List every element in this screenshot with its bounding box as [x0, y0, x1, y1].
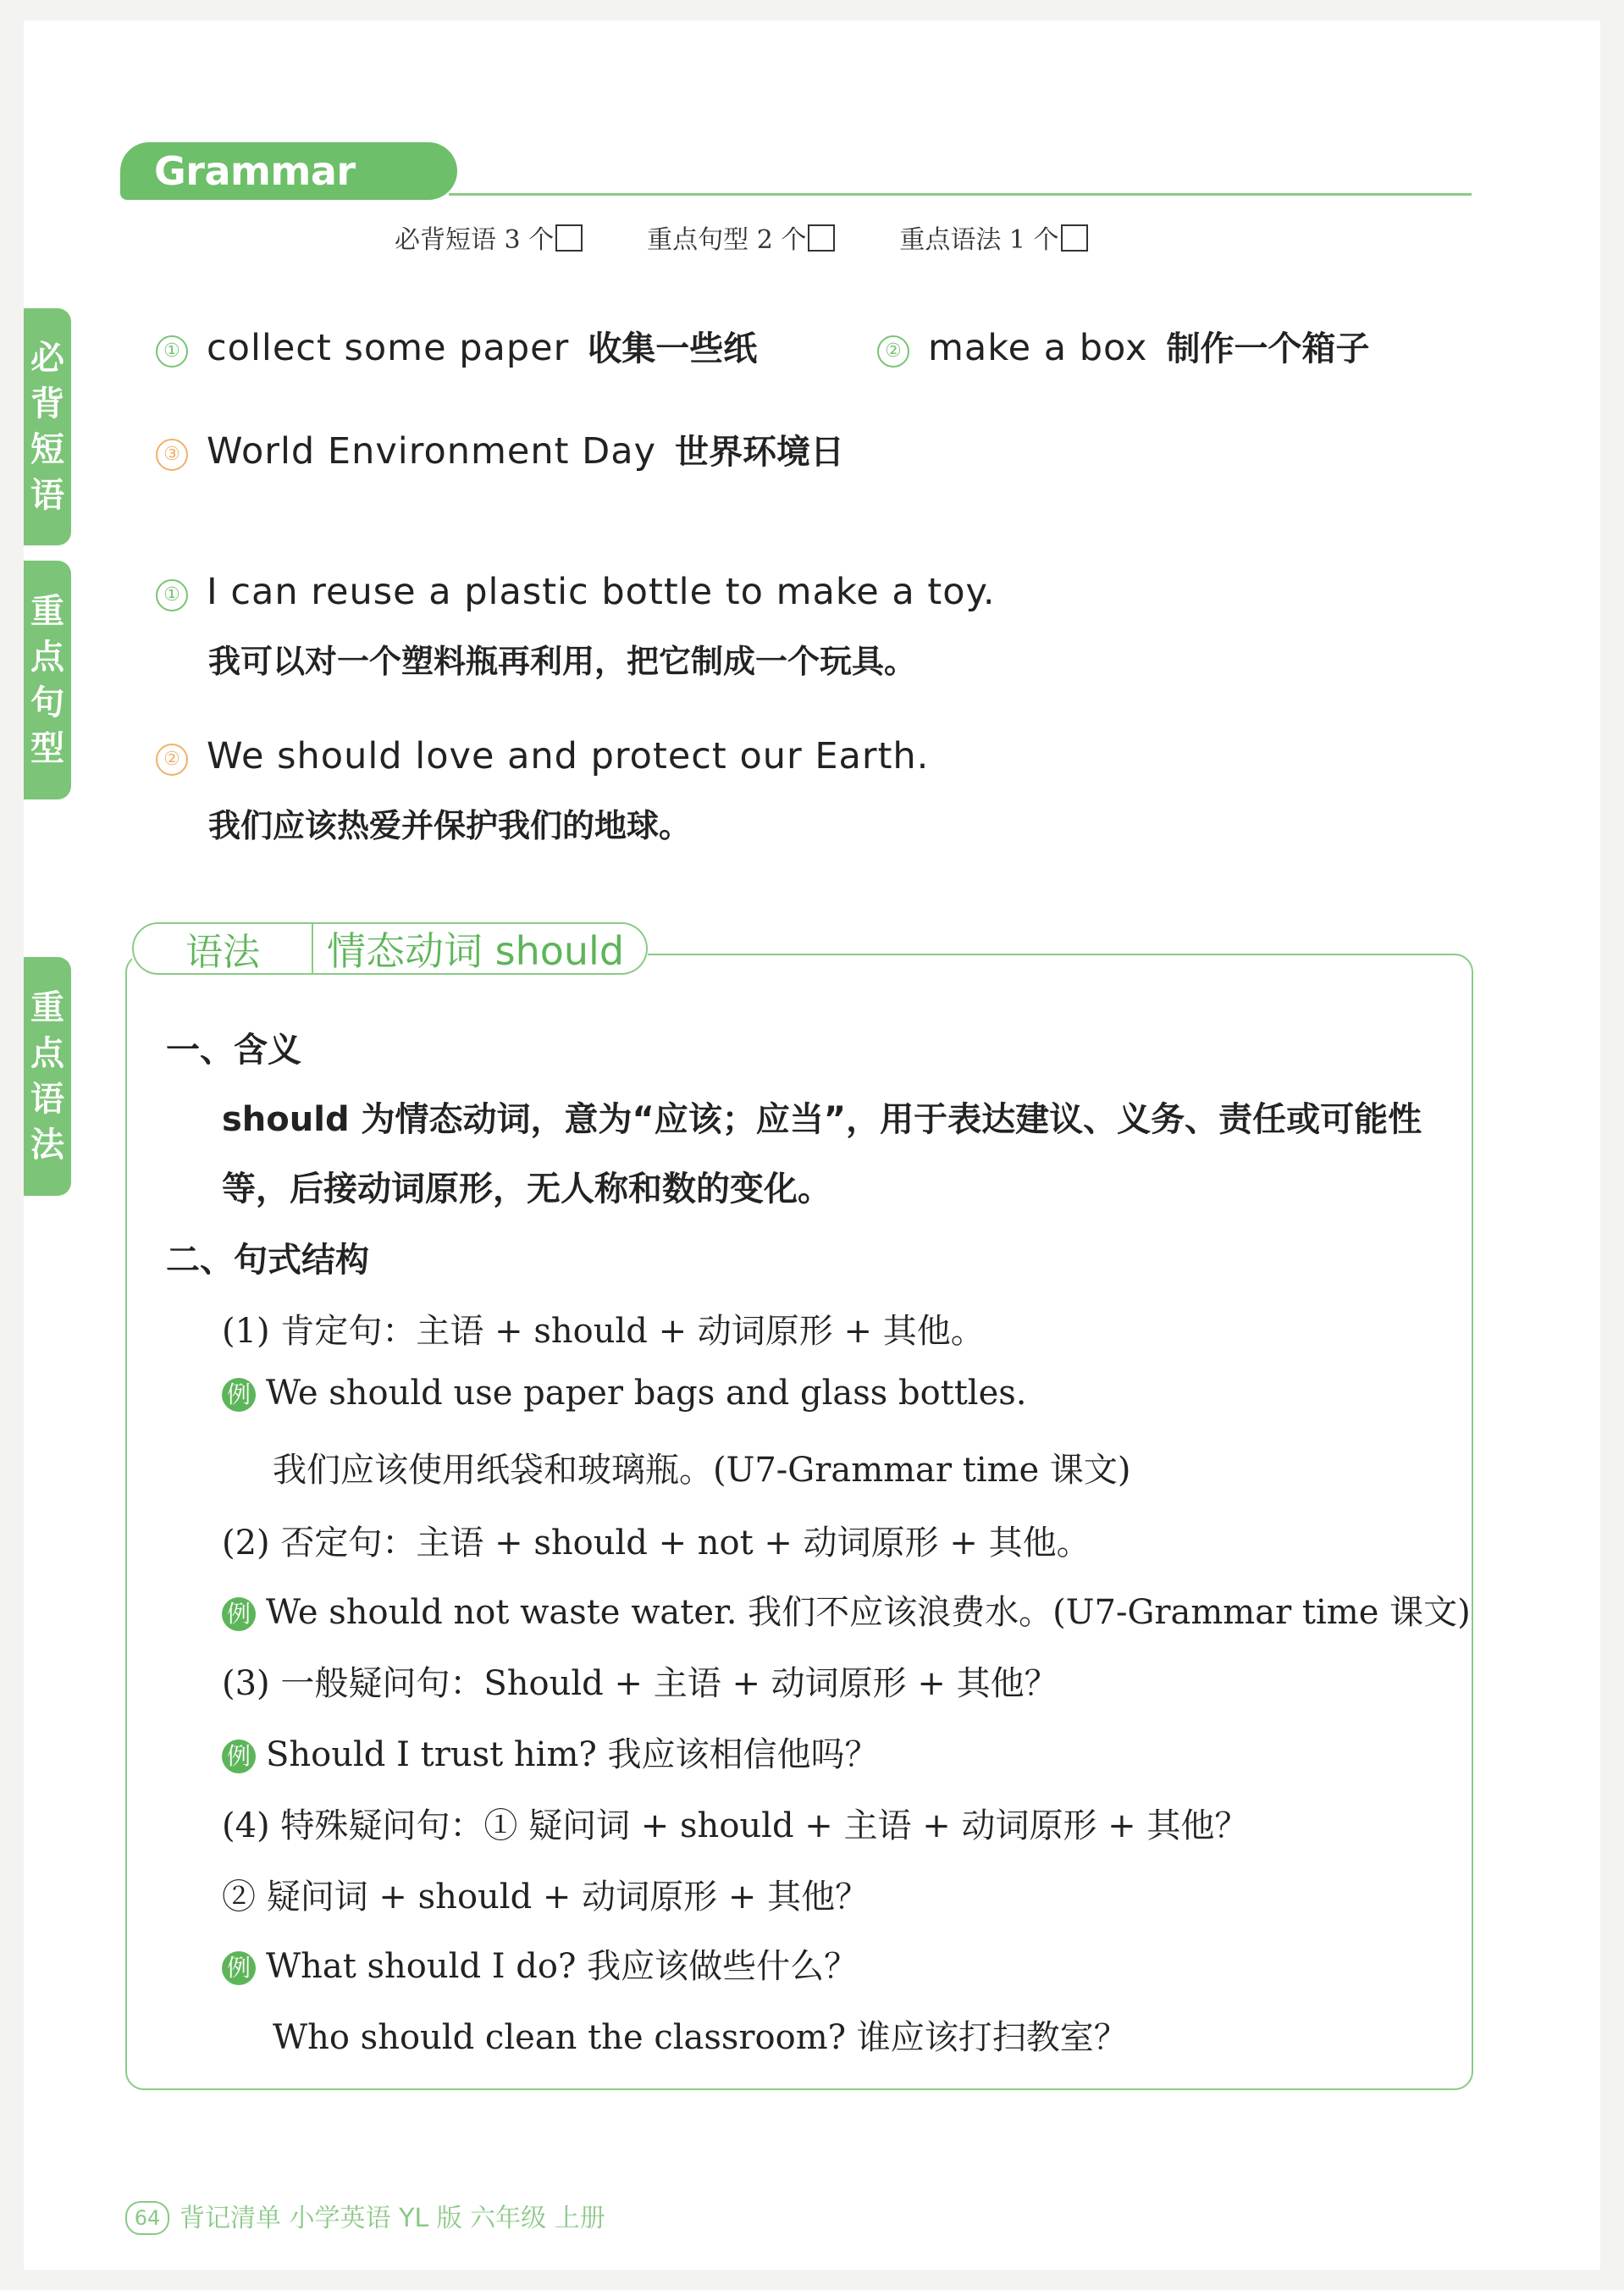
rule-wh-question-2: ② 疑问词 + should + 动词原形 + 其他？: [222, 1878, 870, 1917]
number-badge: ②: [877, 335, 909, 368]
phrase-item: ② make a box 制作一个箱子: [877, 322, 1369, 370]
example-icon: 例: [222, 1740, 256, 1773]
side-tab-sentences: [24, 561, 71, 799]
number-badge: ①: [156, 335, 188, 368]
side-tab-label: 重 点 语 法: [30, 988, 64, 1164]
example-translation: 我们应该使用纸袋和玻璃瓶。(U7-Grammar time 课文): [273, 1451, 1131, 1490]
section-heading: 二、句式结构: [166, 1241, 369, 1280]
example-icon: 例: [222, 1378, 256, 1412]
grammar-text: should 为情态动词，意为“应该；应当”，用于表达建议、义务、责任或可能性: [222, 1100, 1422, 1139]
example-line: 例 We should not waste water. 我们不应该浪费水。(U7-Grammar time 课文): [222, 1585, 1471, 1634]
number-badge: ①: [156, 579, 188, 611]
checkbox[interactable]: [808, 224, 835, 252]
grammar-text: 等，后接动词原形，无人称和数的变化。: [222, 1170, 831, 1209]
rule-affirmative: (1) 肯定句：主语 + should + 动词原形 + 其他。: [222, 1312, 985, 1351]
side-tab-grammar: [24, 957, 71, 1196]
side-tab-phrases: [24, 308, 71, 545]
example-icon: 例: [222, 1597, 256, 1631]
example-line: 例 Should I trust him? 我应该相信他吗？: [222, 1728, 879, 1776]
example-line: Who should clean the classroom? 谁应该打扫教室？: [273, 2018, 1128, 2057]
side-tab-label: 重 点 句 型: [30, 592, 64, 768]
count-phrases: 必背短语 3 个: [395, 218, 583, 257]
count-sentences: 重点句型 2 个: [647, 218, 835, 257]
rule-wh-question: (4) 特殊疑问句：① 疑问词 + should + 主语 + 动词原形 + 其他？: [222, 1806, 1249, 1845]
checkbox[interactable]: [1061, 224, 1088, 252]
rule-negative: (2) 否定句：主语 + should + not + 动词原形 + 其他。: [222, 1524, 1091, 1563]
section-heading: 一、含义: [166, 1031, 301, 1070]
item-counts: [395, 218, 1241, 257]
sentence-translation: 我们应该热爱并保护我们的地球。: [208, 807, 692, 844]
rule-yes-no-question: (3) 一般疑问句：Should + 主语 + 动词原形 + 其他？: [222, 1664, 1058, 1703]
sentence-item: ② We should love and protect our Earth.: [156, 735, 929, 777]
phrase-item: ③ World Environment Day 世界环境日: [156, 425, 844, 473]
phrase-item: ① collect some paper 收集一些纸: [156, 322, 757, 370]
number-badge: ②: [156, 744, 188, 776]
section-title: Grammar time: [120, 142, 457, 200]
page-number: 64: [125, 2201, 169, 2235]
checkbox[interactable]: [555, 224, 583, 252]
grammar-title: [132, 920, 648, 977]
header-divider: [449, 193, 1472, 196]
example-line: 例 We should use paper bags and glass bottles.: [222, 1374, 1027, 1413]
number-badge: ③: [156, 439, 188, 471]
count-grammar: 重点语法 1 个: [899, 218, 1087, 257]
grammar-heading: 情态动词 should: [313, 922, 648, 975]
page-footer: [125, 2197, 605, 2235]
example-line: 例 What should I do? 我应该做些什么？: [222, 1939, 858, 1988]
sentence-translation: 我可以对一个塑料瓶再利用，把它制成一个玩具。: [208, 643, 917, 680]
example-icon: 例: [222, 1951, 256, 1985]
grammar-label: 语法: [132, 922, 313, 975]
sentence-item: ① I can reuse a plastic bottle to make a toy.: [156, 571, 996, 613]
book-title: 背记清单 小学英语 YL 版 六年级 上册: [180, 2204, 605, 2233]
side-tab-label: 必 背 短 语: [30, 339, 64, 515]
